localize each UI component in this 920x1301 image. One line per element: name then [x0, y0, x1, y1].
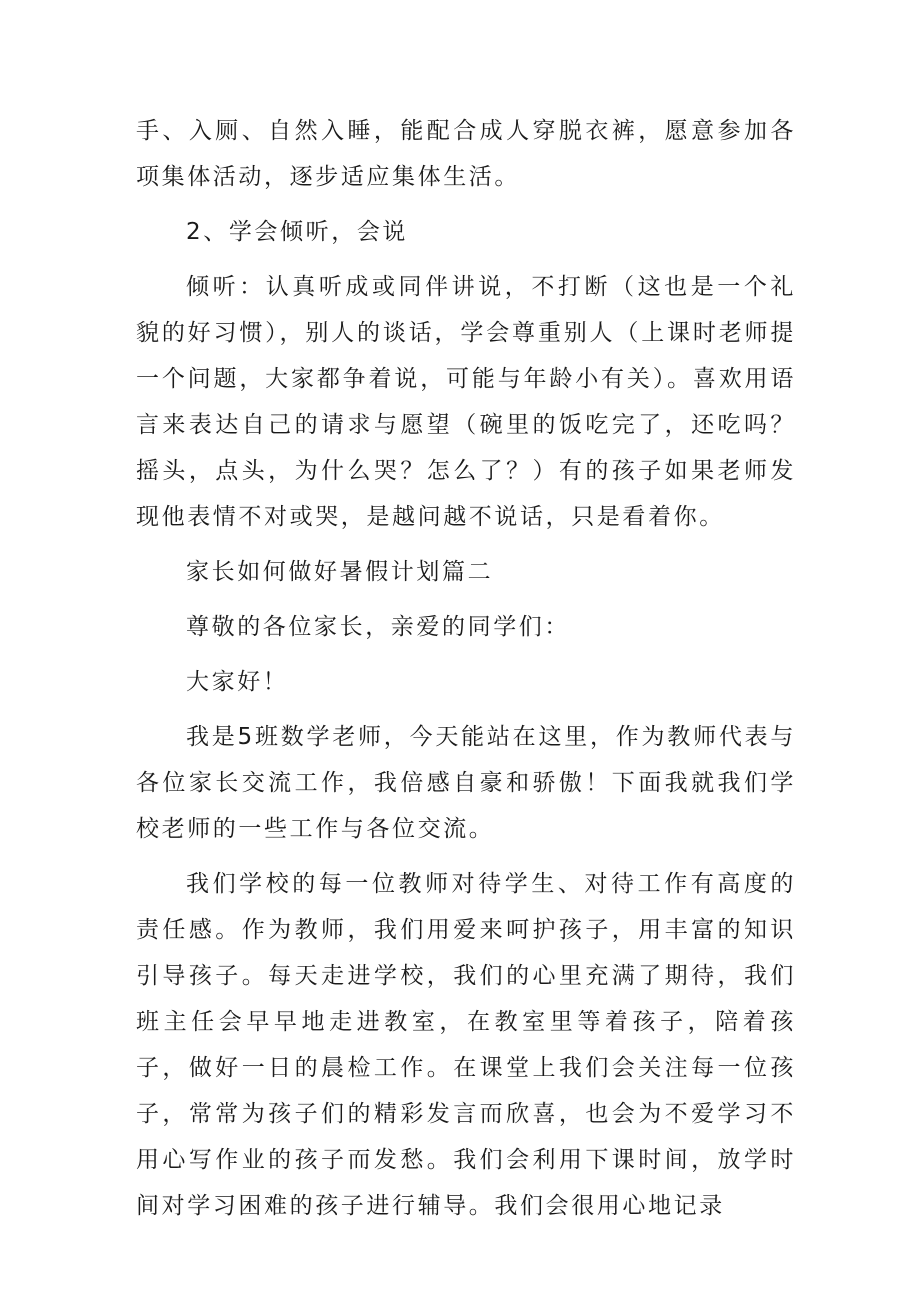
document-body [136, 108, 796, 1238]
paragraph-introduction: 我是5班数学老师，今天能站在这里，作为教师代表与各位家长交流工作，我倍感自豪和骄傲！下面我就我们学校老师的一些工作与各位交流。 [136, 724, 796, 842]
paragraph-heading-listen: 2、学会倾听，会说 [186, 219, 409, 245]
paragraph-continuation: 手、入厕、自然入睡，能配合成人穿脱衣裤，愿意参加各项集体活动，逐步适应集体生活。 [136, 118, 796, 190]
paragraph-listening: 倾听：认真听成或同伴讲说，不打断（这也是一个礼貌的好习惯），别人的谈话，学会尊重别人（上课时老师提一个问题，大家都争着说，可能与年龄小有关）。喜欢用语言来表达自己的请求与愿望（碗里的饭吃完了，还吃吗？摇头，点头，为什么哭？怎么了？）有的孩子如果老师发现他表情不对或哭，是越问越不说话，只是看着你。 [136, 274, 796, 530]
paragraph-teachers: 我们学校的每一位教师对待学生、对待工作有高度的责任感。作为教师，我们用爱来呵护孩子，用丰富的知识引导孩子。每天走进学校，我们的心里充满了期待，我们班主任会早早地走进教室，在教室里等着孩子，陪着孩子，做好一日的晨检工作。在课堂上我们会关注每一位孩子，常常为孩子们的精彩发言而欣喜，也会为不爱学习不用心写作业的孩子而发愁。我们会利用下课时间，放学时间对学习困难的孩子进行辅导。我们会很用心地记录 [136, 871, 796, 1219]
paragraph-salutation: 尊敬的各位家长，亲爱的同学们： [186, 614, 570, 640]
paragraph-section-title: 家长如何做好暑假计划篇二 [186, 559, 494, 585]
paragraph-greeting: 大家好！ [186, 669, 289, 695]
